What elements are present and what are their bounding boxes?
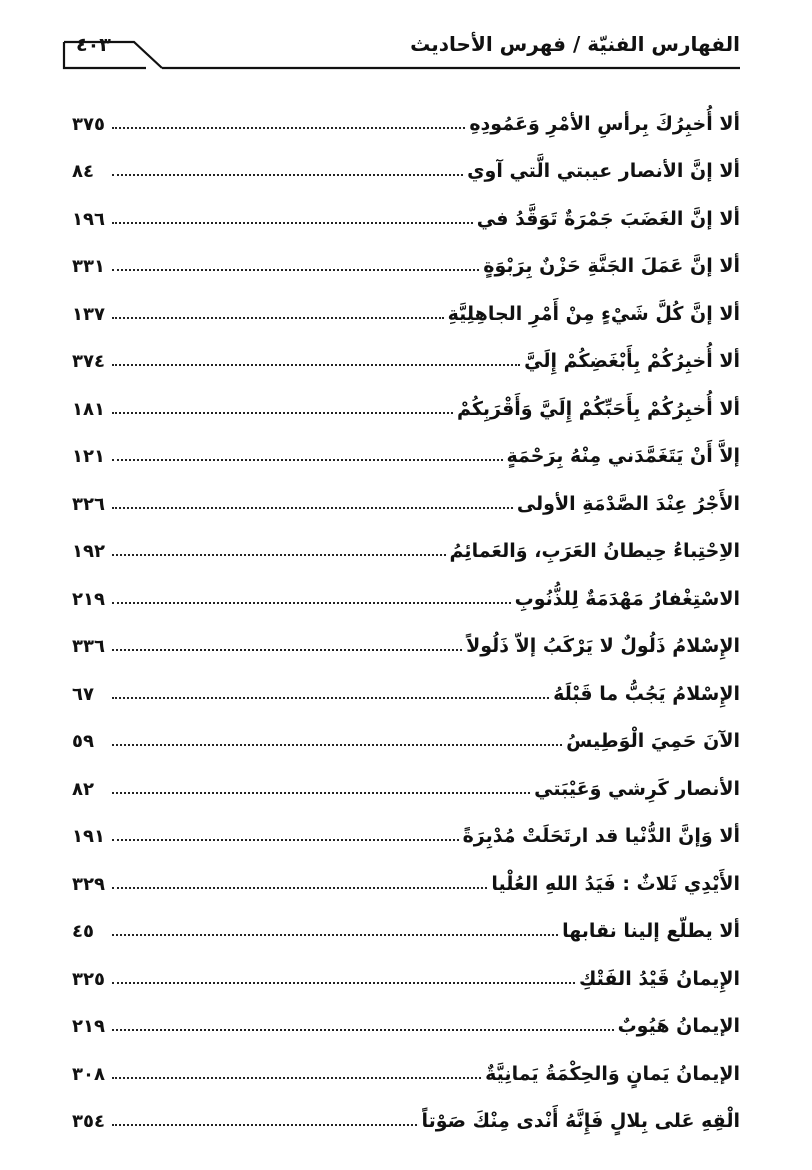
dot-leader	[112, 933, 558, 936]
dot-leader	[112, 791, 530, 794]
dot-leader	[112, 506, 513, 509]
entry-text: الإِسْلامُ يَجُبُّ ما قَبْلَهُ	[553, 682, 740, 705]
entry-page: ٢١٩	[72, 1016, 105, 1037]
dot-leader	[112, 221, 473, 224]
entry-text: الإيمانُ يَمانٍ وَالحِكْمَةُ يَمانِيَّةٌ	[485, 1062, 740, 1085]
index-entry	[72, 476, 740, 524]
hadith-index-list	[72, 96, 740, 1141]
running-title: الفهارس الفنيّة / فهرس الأحاديث	[410, 32, 740, 56]
entry-page: ٢١٩	[72, 588, 105, 610]
entry-page: ٥٩	[72, 731, 94, 752]
entry-page: ٨٢	[72, 778, 94, 800]
dot-leader	[112, 363, 520, 366]
entry-page: ٨٤	[72, 161, 94, 182]
page-number: ٤٠٣	[76, 34, 111, 56]
entry-text: الإِسْلامُ ذَلُولٌ لا يَرْكَبُ إلاّ ذَلُولاً	[466, 635, 740, 657]
entry-text: ألا إنَّ الأنصار عيبتي الَّتي آوي	[467, 160, 740, 182]
index-entry	[72, 761, 740, 809]
entry-page: ١٩١	[72, 826, 105, 847]
dot-leader	[112, 553, 446, 556]
entry-text: ألا يطلّع إلينا نقابها	[562, 920, 740, 942]
entry-text: ألا إنَّ عَمَلَ الجَنَّةِ حَزْنٌ بِرَبْوَةٍ	[483, 255, 740, 277]
entry-page: ١٩٦	[72, 208, 105, 230]
entry-text: الإيمانُ هَيُوبٌ	[617, 1015, 740, 1037]
entry-page: ١٩٢	[72, 541, 105, 562]
entry-text: إلاَّ أَنْ يَتَغَمَّدَني مِنْهُ بِرَحْمَةٍ	[506, 445, 740, 467]
dot-leader	[112, 601, 511, 604]
dot-leader	[112, 458, 503, 461]
dot-leader	[112, 268, 479, 271]
index-entry	[72, 666, 740, 714]
entry-page: ٣٥٤	[72, 1111, 105, 1132]
entry-text: الأنصار كَرِشي وَعَيْبَتي	[534, 777, 740, 800]
index-entry	[72, 381, 740, 429]
index-entry	[72, 809, 740, 857]
index-entry	[72, 96, 740, 144]
index-entry	[72, 191, 740, 239]
entry-text: الأَيْدِي ثَلاثٌ : فَيَدُ اللهِ العُلْيا	[491, 872, 740, 895]
entry-text: ألا أُخبِرُكُمْ بِأَبْغَضِكُمْ إِلَيَّ	[524, 350, 740, 372]
entry-text: الآنَ حَمِيَ الْوَطِيسُ	[566, 730, 740, 752]
dot-leader	[112, 838, 459, 841]
entry-page: ٣٢٩	[72, 873, 105, 895]
index-entry	[72, 1046, 740, 1094]
index-entry	[72, 429, 740, 477]
page-header	[62, 22, 740, 82]
dot-leader	[112, 981, 575, 984]
entry-text: ألا أُخبِرُكُمْ بِأَحَبِّكُمْ إِلَيَّ وَأَقْرَبِكُمْ	[456, 397, 740, 420]
entry-page: ٣٣١	[72, 256, 105, 277]
index-entry	[72, 619, 740, 667]
entry-text: ألا إنَّ الغَضَبَ جَمْرَةٌ تَوَقَّدُ في	[476, 207, 740, 230]
index-entry	[72, 571, 740, 619]
dot-leader	[112, 173, 463, 176]
dot-leader	[112, 316, 444, 319]
index-entry	[72, 856, 740, 904]
entry-text: ألا إنَّ كُلَّ شَيْءٍ مِنْ أَمْرِ الجاهِلِيَّةِ	[447, 302, 740, 325]
index-entry	[72, 951, 740, 999]
dot-leader	[112, 126, 465, 129]
entry-text: ألا وَإنَّ الدُّنْيا قد ارتَحَلَتْ مُدْبِرَةً	[462, 825, 740, 847]
dot-leader	[112, 1076, 481, 1079]
dot-leader	[112, 696, 549, 699]
entry-page: ١٢١	[72, 446, 105, 467]
index-entry	[72, 239, 740, 287]
entry-page: ٤٥	[72, 921, 94, 942]
entry-text: الاسْتِغْفارُ مَهْدَمَةٌ لِلذُّنُوبِ	[514, 587, 740, 610]
index-entry	[72, 714, 740, 762]
entry-text: ألا أُخبِرُكَ بِرأسِ الأمْرِ وَعَمُودِهِ	[469, 112, 740, 135]
entry-page: ١٣٧	[72, 303, 105, 325]
entry-page: ٣٢٦	[72, 493, 105, 515]
index-entry	[72, 524, 740, 572]
entry-page: ١٨١	[72, 398, 105, 420]
entry-text: الاِحْتِباءُ حِيطانُ العَرَبِ، وَالعَمائِمُ	[449, 540, 740, 562]
entry-text: الْقِهِ عَلى بِلالٍ فَإِنَّهُ أَنْدى مِنْكَ صَوْتاً	[421, 1110, 740, 1132]
entry-page: ٣٣٦	[72, 636, 105, 657]
dot-leader	[112, 648, 462, 651]
entry-page: ٣٧٥	[72, 113, 105, 135]
entry-page: ٣٧٤	[72, 351, 105, 372]
index-entry	[72, 334, 740, 382]
index-entry	[72, 286, 740, 334]
index-entry	[72, 144, 740, 192]
index-entry	[72, 904, 740, 952]
dot-leader	[112, 1123, 417, 1126]
index-entry	[72, 999, 740, 1047]
dot-leader	[112, 1028, 614, 1031]
entry-page: ٣٢٥	[72, 968, 105, 990]
entry-page: ٣٠٨	[72, 1063, 105, 1085]
dot-leader	[112, 743, 562, 746]
entry-page: ٦٧	[72, 683, 94, 705]
dot-leader	[112, 886, 487, 889]
index-entry	[72, 1094, 740, 1142]
dot-leader	[112, 411, 453, 414]
entry-text: الأَجْرُ عِنْدَ الصَّدْمَةِ الأولى	[516, 492, 740, 515]
entry-text: الإِيمانُ قَيْدُ الفَتْكِ	[578, 967, 740, 990]
